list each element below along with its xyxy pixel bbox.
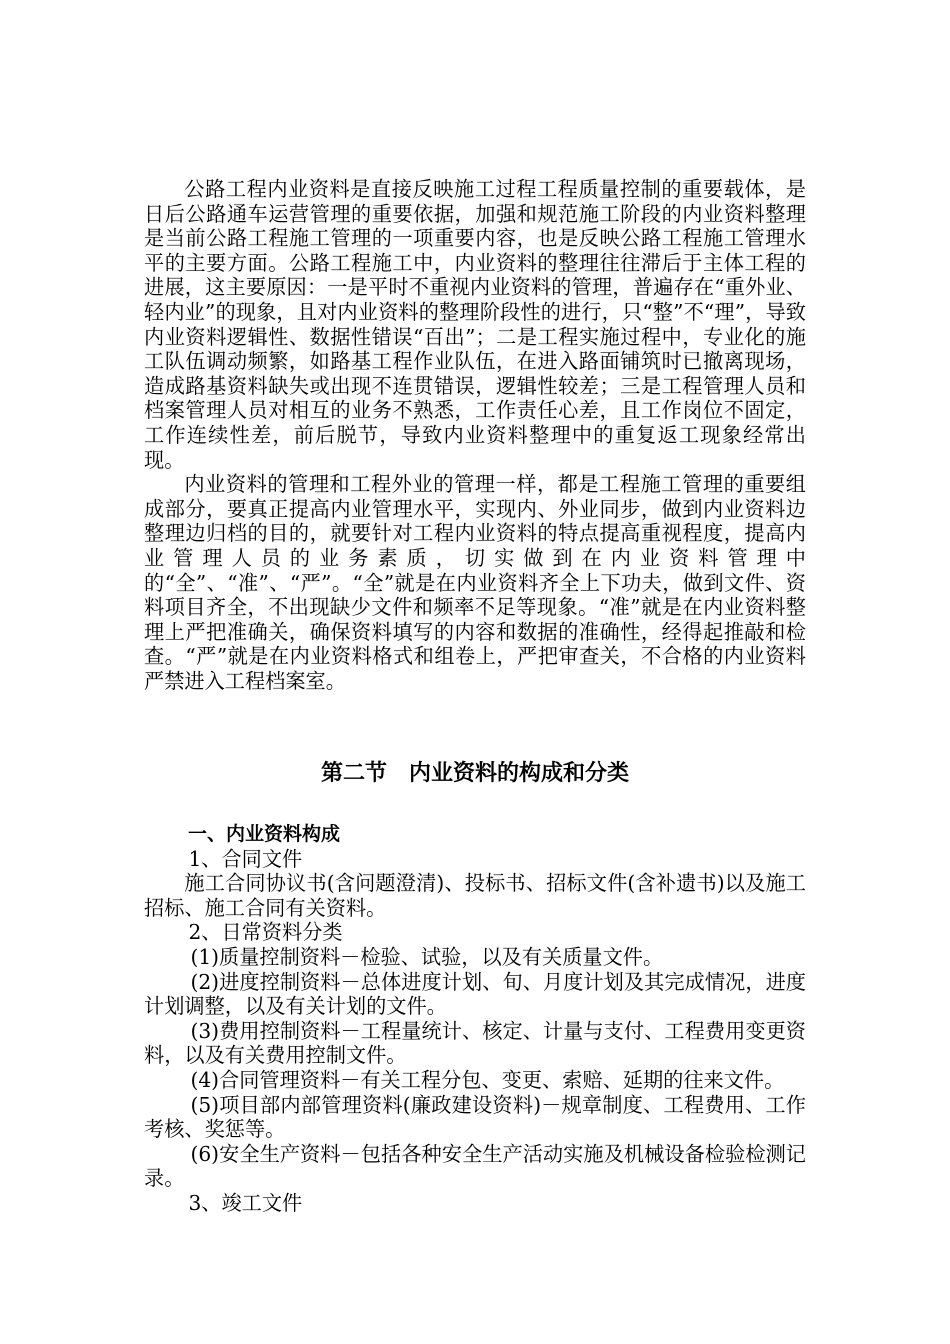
intro-paragraph-1: 公路工程内业资料是直接反映施工过程工程质量控制的重要载体，是日后公路通车运营管理的重要依据，加强和规范施工阶段的内业资料整理是当前公路工程施工管理的一项重要内容，也是反映公路工程施工管理水平的主要方面。公路工程施工中，内业资料的整理往往滞后于主体工程的进展，这主要原因：一是平时不重视内业资料的管理，普遍存在“重外业、轻内业”的现象，且对内业资料的整理阶段性的进行，只“整”不“理”，导致内业资料逻辑性、数据性错误“百出”；二是工程实施过程中，专业化的施工队伍调动频繁，如路基工程作业队伍，在进入路面铺筑时已撤离现场，造成路基资料缺失或出现不连贯错误，逻辑性较差；三是工程管理人员和档案管理人员对相互的业务不熟悉，工作责任心差，且工作岗位不固定，工作连续性差，前后脱节，导致内业资料整理中的重复返工现象经常出现。 — [144, 177, 806, 472]
list-item: (1)质量控制资料－检验、试验，以及有关质量文件。 — [190, 944, 664, 969]
intro-section — [144, 177, 806, 693]
list-item: (3)费用控制资料－工程量统计、核定、计量与支付、工程费用变更资料，以及有关费用控制文件。 — [144, 1018, 806, 1068]
contract-text: 施工合同协议书(含问题澄清)、投标书、招标文件(含补遗书)以及施工招标、施工合同有关资料。 — [144, 871, 806, 920]
list-item: (5)项目部内部管理资料(廉政建设资料)－规章制度、工程费用、工作考核、奖惩等。 — [144, 1092, 806, 1142]
intro-paragraph-2: 内业资料的管理和工程外业的管理一样，都是工程施工管理的重要组成部分，要真正提高内业管理水平，实现内、外业同步，做到内业资料边整理边归档的目的，就要针对工程内业资料的特点提高重视程度，提高内业管理人员的业务素质，切实做到在内业资料管理中的“全”、“准”、“严”。“全”就是在内业资料齐全上下功夫，做到文件、资料项目齐全，不出现缺少文件和频率不足等现象。“准”就是在内业资料整理上严把准确关，确保资料填写的内容和数据的准确性，经得起推敲和检查。“严”就是在内业资料格式和组卷上，严把审查关，不合格的内业资料严禁进入工程档案室。 — [144, 472, 806, 693]
section-heading — [0, 760, 950, 788]
section-title: 内业资料的构成和分类 — [409, 761, 630, 786]
completion-label: 3、竣工文件 — [188, 1190, 303, 1215]
section-number: 第二节 — [320, 761, 387, 786]
composition-section — [144, 822, 806, 1216]
list-item: (6)安全生产资料－包括各种安全生产活动实施及机械设备检验检测记录。 — [144, 1141, 806, 1191]
list-item: (2)进度控制资料－总体进度计划、旬、月度计划及其完成情况，进度计划调整，以及有关计划的文件。 — [144, 969, 806, 1019]
subsection-heading: 一、内业资料构成 — [188, 823, 341, 845]
contract-label: 1、合同文件 — [188, 846, 303, 871]
daily-label: 2、日常资料分类 — [188, 920, 343, 945]
list-item: (4)合同管理资料－有关工程分包、变更、索赔、延期的往来文件。 — [190, 1067, 785, 1092]
